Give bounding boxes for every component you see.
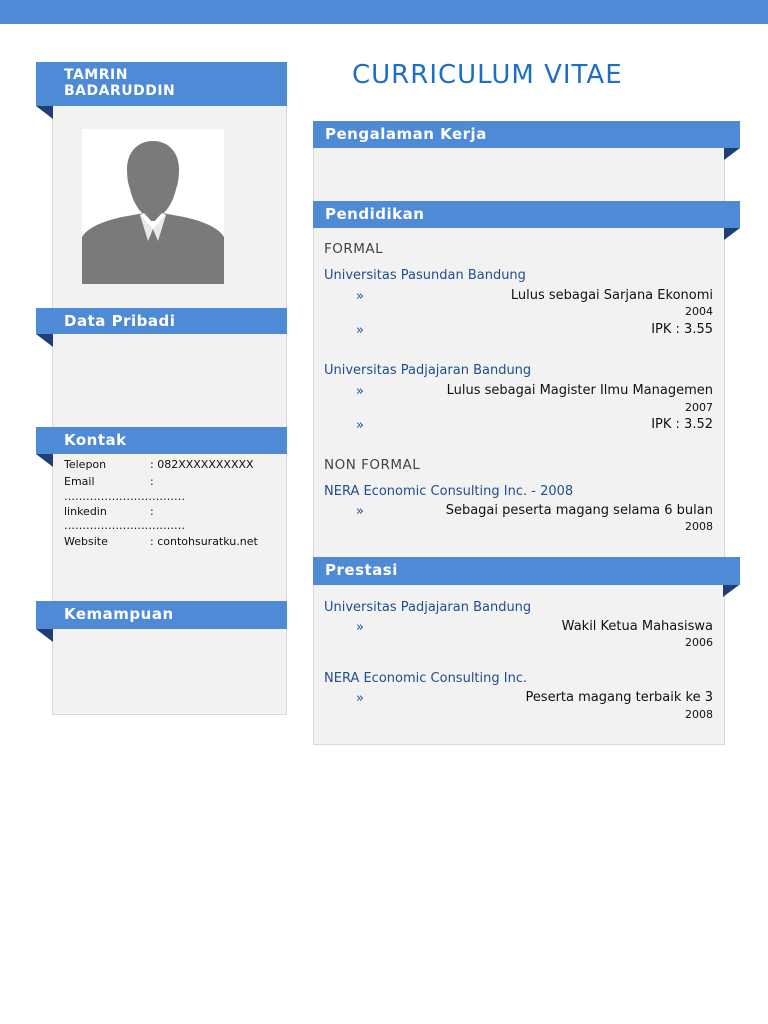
edu-institution-1: Universitas Pasundan Bandung bbox=[324, 268, 526, 283]
formal-label: FORMAL bbox=[324, 241, 384, 257]
edu-nonformal-item: Sebagai peserta magang selama 6 bulan bbox=[445, 503, 713, 518]
prestasi-fold bbox=[723, 585, 739, 597]
kemampuan-band bbox=[36, 601, 287, 629]
pengalaman-heading: Pengalaman Kerja bbox=[325, 125, 487, 143]
edu-item-2-1: Lulus sebagai Magister Ilmu Managemen bbox=[446, 383, 713, 398]
pendidikan-heading: Pendidikan bbox=[325, 205, 425, 223]
kontak-heading: Kontak bbox=[64, 431, 127, 449]
contact-value-telepon: : 082XXXXXXXXXX bbox=[150, 458, 254, 471]
contact-value-linkedin: : bbox=[150, 505, 154, 518]
pengalaman-fold bbox=[724, 148, 740, 160]
kontak-band bbox=[36, 427, 287, 454]
person-silhouette-icon bbox=[82, 129, 224, 284]
achievement-item-1: Wakil Ketua Mahasiswa bbox=[561, 619, 713, 634]
prestasi-heading: Prestasi bbox=[325, 561, 398, 579]
achievement-year-2: 2008 bbox=[685, 708, 713, 721]
pengalaman-band bbox=[313, 121, 740, 148]
achievement-institution-2: NERA Economic Consulting Inc. bbox=[324, 671, 528, 686]
page-title: CURRICULUM VITAE bbox=[352, 60, 623, 90]
prestasi-band bbox=[313, 557, 740, 585]
contact-value-email: : bbox=[150, 475, 154, 488]
contact-label-telepon: Telepon bbox=[64, 458, 107, 471]
achievement-item-2: Peserta magang terbaik ke 3 bbox=[525, 690, 713, 705]
contact-label-email: Email bbox=[64, 475, 95, 488]
first-name: TAMRIN bbox=[64, 67, 128, 83]
contact-linkedin-dots: …………………………… bbox=[64, 519, 185, 532]
bullet-icon: » bbox=[356, 620, 364, 635]
edu-item-1-2: IPK : 3.55 bbox=[651, 322, 713, 337]
last-name: BADARUDDIN bbox=[64, 83, 176, 99]
data-pribadi-band bbox=[36, 308, 287, 334]
data-pribadi-heading: Data Pribadi bbox=[64, 312, 176, 330]
right-panel bbox=[313, 140, 725, 745]
bullet-icon: » bbox=[356, 504, 364, 519]
edu-institution-2: Universitas Padjajaran Bandung bbox=[324, 363, 532, 378]
edu-nonformal-year: 2008 bbox=[685, 520, 713, 533]
edu-year-1-1: 2004 bbox=[685, 305, 713, 318]
bullet-icon: » bbox=[356, 691, 364, 706]
kemampuan-heading: Kemampuan bbox=[64, 605, 174, 623]
edu-item-2-2: IPK : 3.52 bbox=[651, 417, 713, 432]
kontak-fold bbox=[36, 454, 53, 467]
name-band bbox=[36, 62, 287, 106]
edu-item-1-1: Lulus sebagai Sarjana Ekonomi bbox=[510, 288, 713, 303]
name-band-fold bbox=[36, 106, 53, 119]
profile-photo bbox=[82, 129, 224, 284]
bullet-icon: » bbox=[356, 289, 364, 304]
achievement-year-1: 2006 bbox=[685, 636, 713, 649]
achievement-institution-1: Universitas Padjajaran Bandung bbox=[324, 600, 532, 615]
edu-year-2-1: 2007 bbox=[685, 401, 713, 414]
contact-value-website: : contohsuratku.net bbox=[150, 535, 258, 548]
kemampuan-fold bbox=[36, 629, 53, 642]
contact-label-website: Website bbox=[64, 535, 108, 548]
pendidikan-band bbox=[313, 201, 740, 228]
top-bar bbox=[0, 0, 768, 24]
bullet-icon: » bbox=[356, 384, 364, 399]
nonformal-label: NON FORMAL bbox=[324, 457, 421, 473]
data-pribadi-fold bbox=[36, 334, 53, 347]
bullet-icon: » bbox=[356, 418, 364, 433]
edu-nonformal-institution: NERA Economic Consulting Inc. - 2008 bbox=[324, 484, 574, 499]
contact-email-dots: …………………………… bbox=[64, 490, 185, 503]
pendidikan-fold bbox=[724, 228, 740, 240]
bullet-icon: » bbox=[356, 323, 364, 338]
contact-label-linkedin: linkedin bbox=[64, 505, 107, 518]
